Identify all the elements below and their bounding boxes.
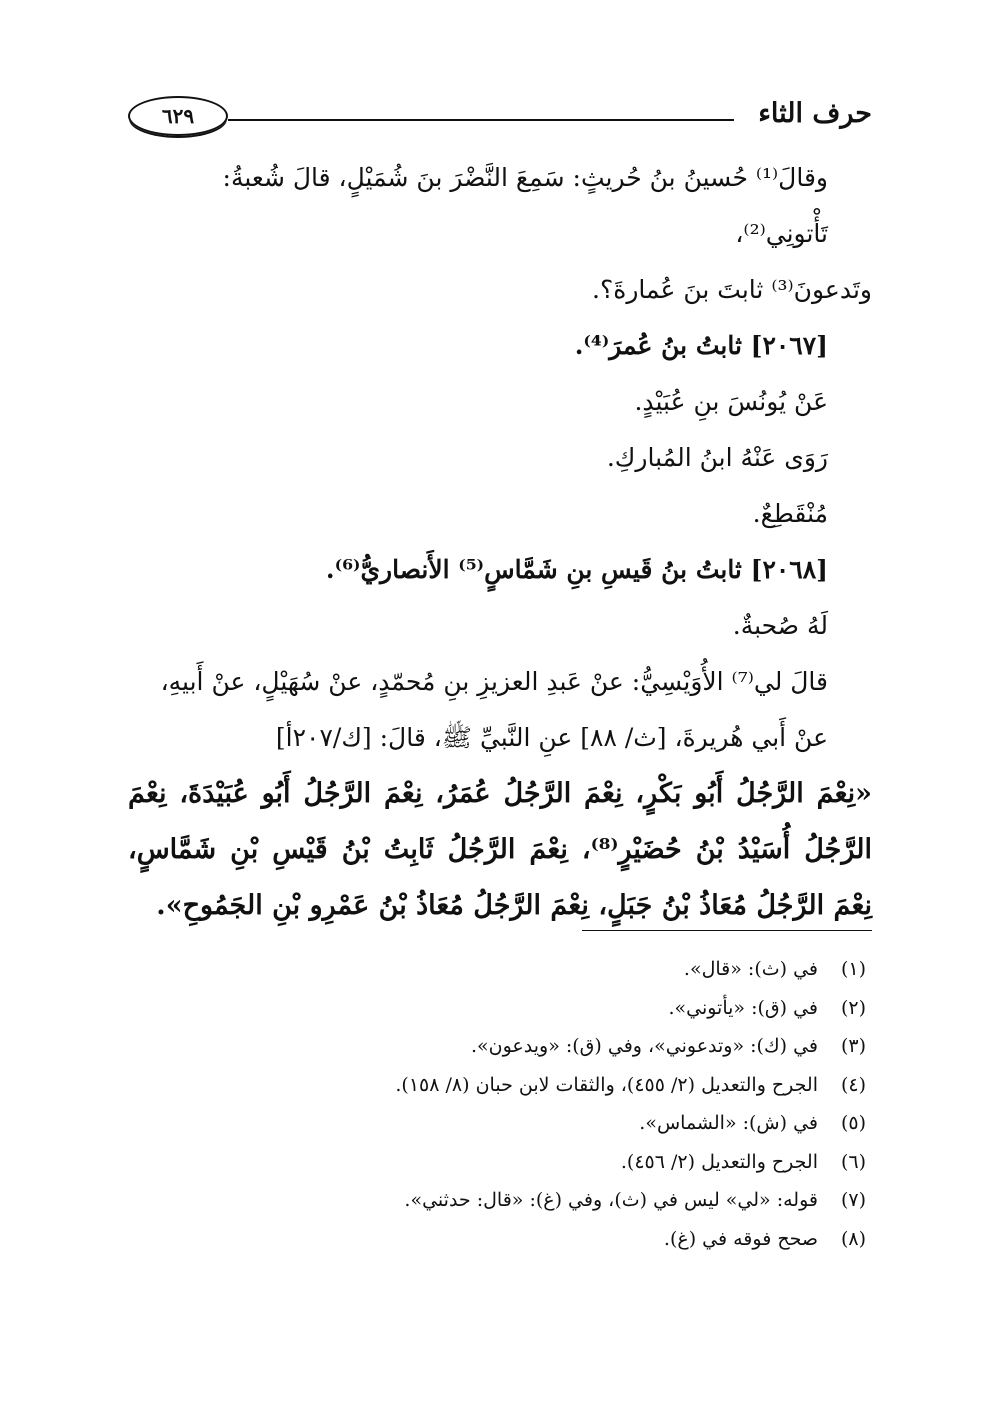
chapter-title: حرف الثاء [758, 98, 872, 129]
footnote-item [128, 1220, 866, 1259]
footnote-number: (١) [840, 958, 866, 980]
footnote-text: في (ك): «وتدعوني»، وفي (ق): «ويدعون». [471, 1035, 818, 1057]
footnote-text: في (ق): «يأتوني». [668, 996, 818, 1019]
footnote-item [128, 1181, 866, 1220]
footnote-number: (٤) [840, 1073, 866, 1096]
footnote-text: الجرح والتعديل (٢/ ٤٥٦). [620, 1150, 818, 1173]
para1-line1: وقالَ⁽¹⁾ حُسينُ بنُ حُريثٍ: سَمِعَ النَّضْرَ بنَ شُمَيْلٍ، قالَ شُعبةُ: تَأْتونِي⁽²⁾، [222, 163, 828, 248]
footnote-text: صحح فوقه في (غ). [663, 1227, 818, 1250]
footnote-item [128, 950, 866, 989]
footnote-rule [582, 930, 872, 931]
entry-2068-title: [٢٠٦٨] ثابتُ بنُ قَيسِ بنِ شَمَّاسٍ⁽⁵⁾ الأَنصاريُّ⁽⁶⁾. [325, 555, 828, 584]
page-number: ٦٢٩ [128, 96, 228, 136]
entry-2068-line1: لَهُ صُحبةٌ. [732, 611, 828, 640]
footnote-item [128, 1143, 866, 1182]
entry-2067-line2: رَوَى عَنْهُ ابنُ المُباركِ. [606, 443, 828, 472]
entry-2067-line1: عَنْ يُونُسَ بنِ عُبَيْدٍ. [634, 387, 828, 416]
footnote-number: (٧) [840, 1189, 866, 1211]
footnote-number: (٨) [840, 1227, 866, 1250]
entry-2067-title: [٢٠٦٧] ثابتُ بنُ عُمرَ⁽⁴⁾. [574, 331, 828, 360]
footnote-item [128, 1027, 866, 1066]
footnote-number: (٣) [840, 1035, 866, 1057]
main-text [128, 150, 872, 934]
entry-2067-line3: مُنْقَطِعٌ. [752, 499, 828, 528]
para1-line2: وتَدعونَ⁽³⁾ ثابتَ بنَ عُمارةَ؟. [592, 275, 872, 304]
footnote-number: (٦) [840, 1150, 866, 1173]
footnotes-list [128, 950, 866, 1258]
footnote-text: في (ش): «الشماس». [639, 1112, 818, 1134]
hadith-text: «نِعْمَ الرَّجُلُ أَبُو بَكْرٍ، نِعْمَ الرَّجُلُ عُمَرُ، نِعْمَ الرَّجُلُ أَبُو عُبَيْدَةَ، نِعْمَ الرَّجُلُ أُسَيْدُ بْنُ حُضَيْرٍ⁽⁸⁾، نِعْمَ الرَّجُلُ ثَابِتُ بْنُ قَيْسِ بْنِ شَمَّاسٍ، نِعْمَ الرَّجُلُ مُعَاذُ بْنُ جَبَلٍ، نِعْمَ الرَّجُلُ مُعَاذُ بْنُ عَمْرِو بْنِ الجَمُوحِ». [128, 778, 872, 921]
hadith-intro: قالَ لي⁽⁷⁾ الأُوَيْسِيُّ: عنْ عَبدِ العزيزِ بنِ مُحمّدٍ، عنْ سُهَيْلٍ، عنْ أَبيهِ، عنْ أَبي هُريرةَ، [ث/ ٨٨] عنِ النَّبيِّ ﷺ، قالَ: [ك/٢٠٧أ] [160, 667, 828, 752]
footnote-item [128, 1104, 866, 1143]
header-rule [228, 119, 734, 121]
footnote-number: (٢) [840, 996, 866, 1019]
footnote-text: قوله: «لي» ليس في (ث)، وفي (غ): «قال: حدثني». [404, 1189, 818, 1211]
footnote-number: (٥) [840, 1112, 866, 1134]
footnote-text: في (ث): «قال». [683, 958, 818, 980]
footnote-item [128, 1066, 866, 1105]
footnote-text: الجرح والتعديل (٢/ ٤٥٥)، والثقات لابن حبان (٨/ ١٥٨). [395, 1073, 818, 1096]
footnote-item [128, 989, 866, 1028]
page-header [128, 92, 872, 144]
